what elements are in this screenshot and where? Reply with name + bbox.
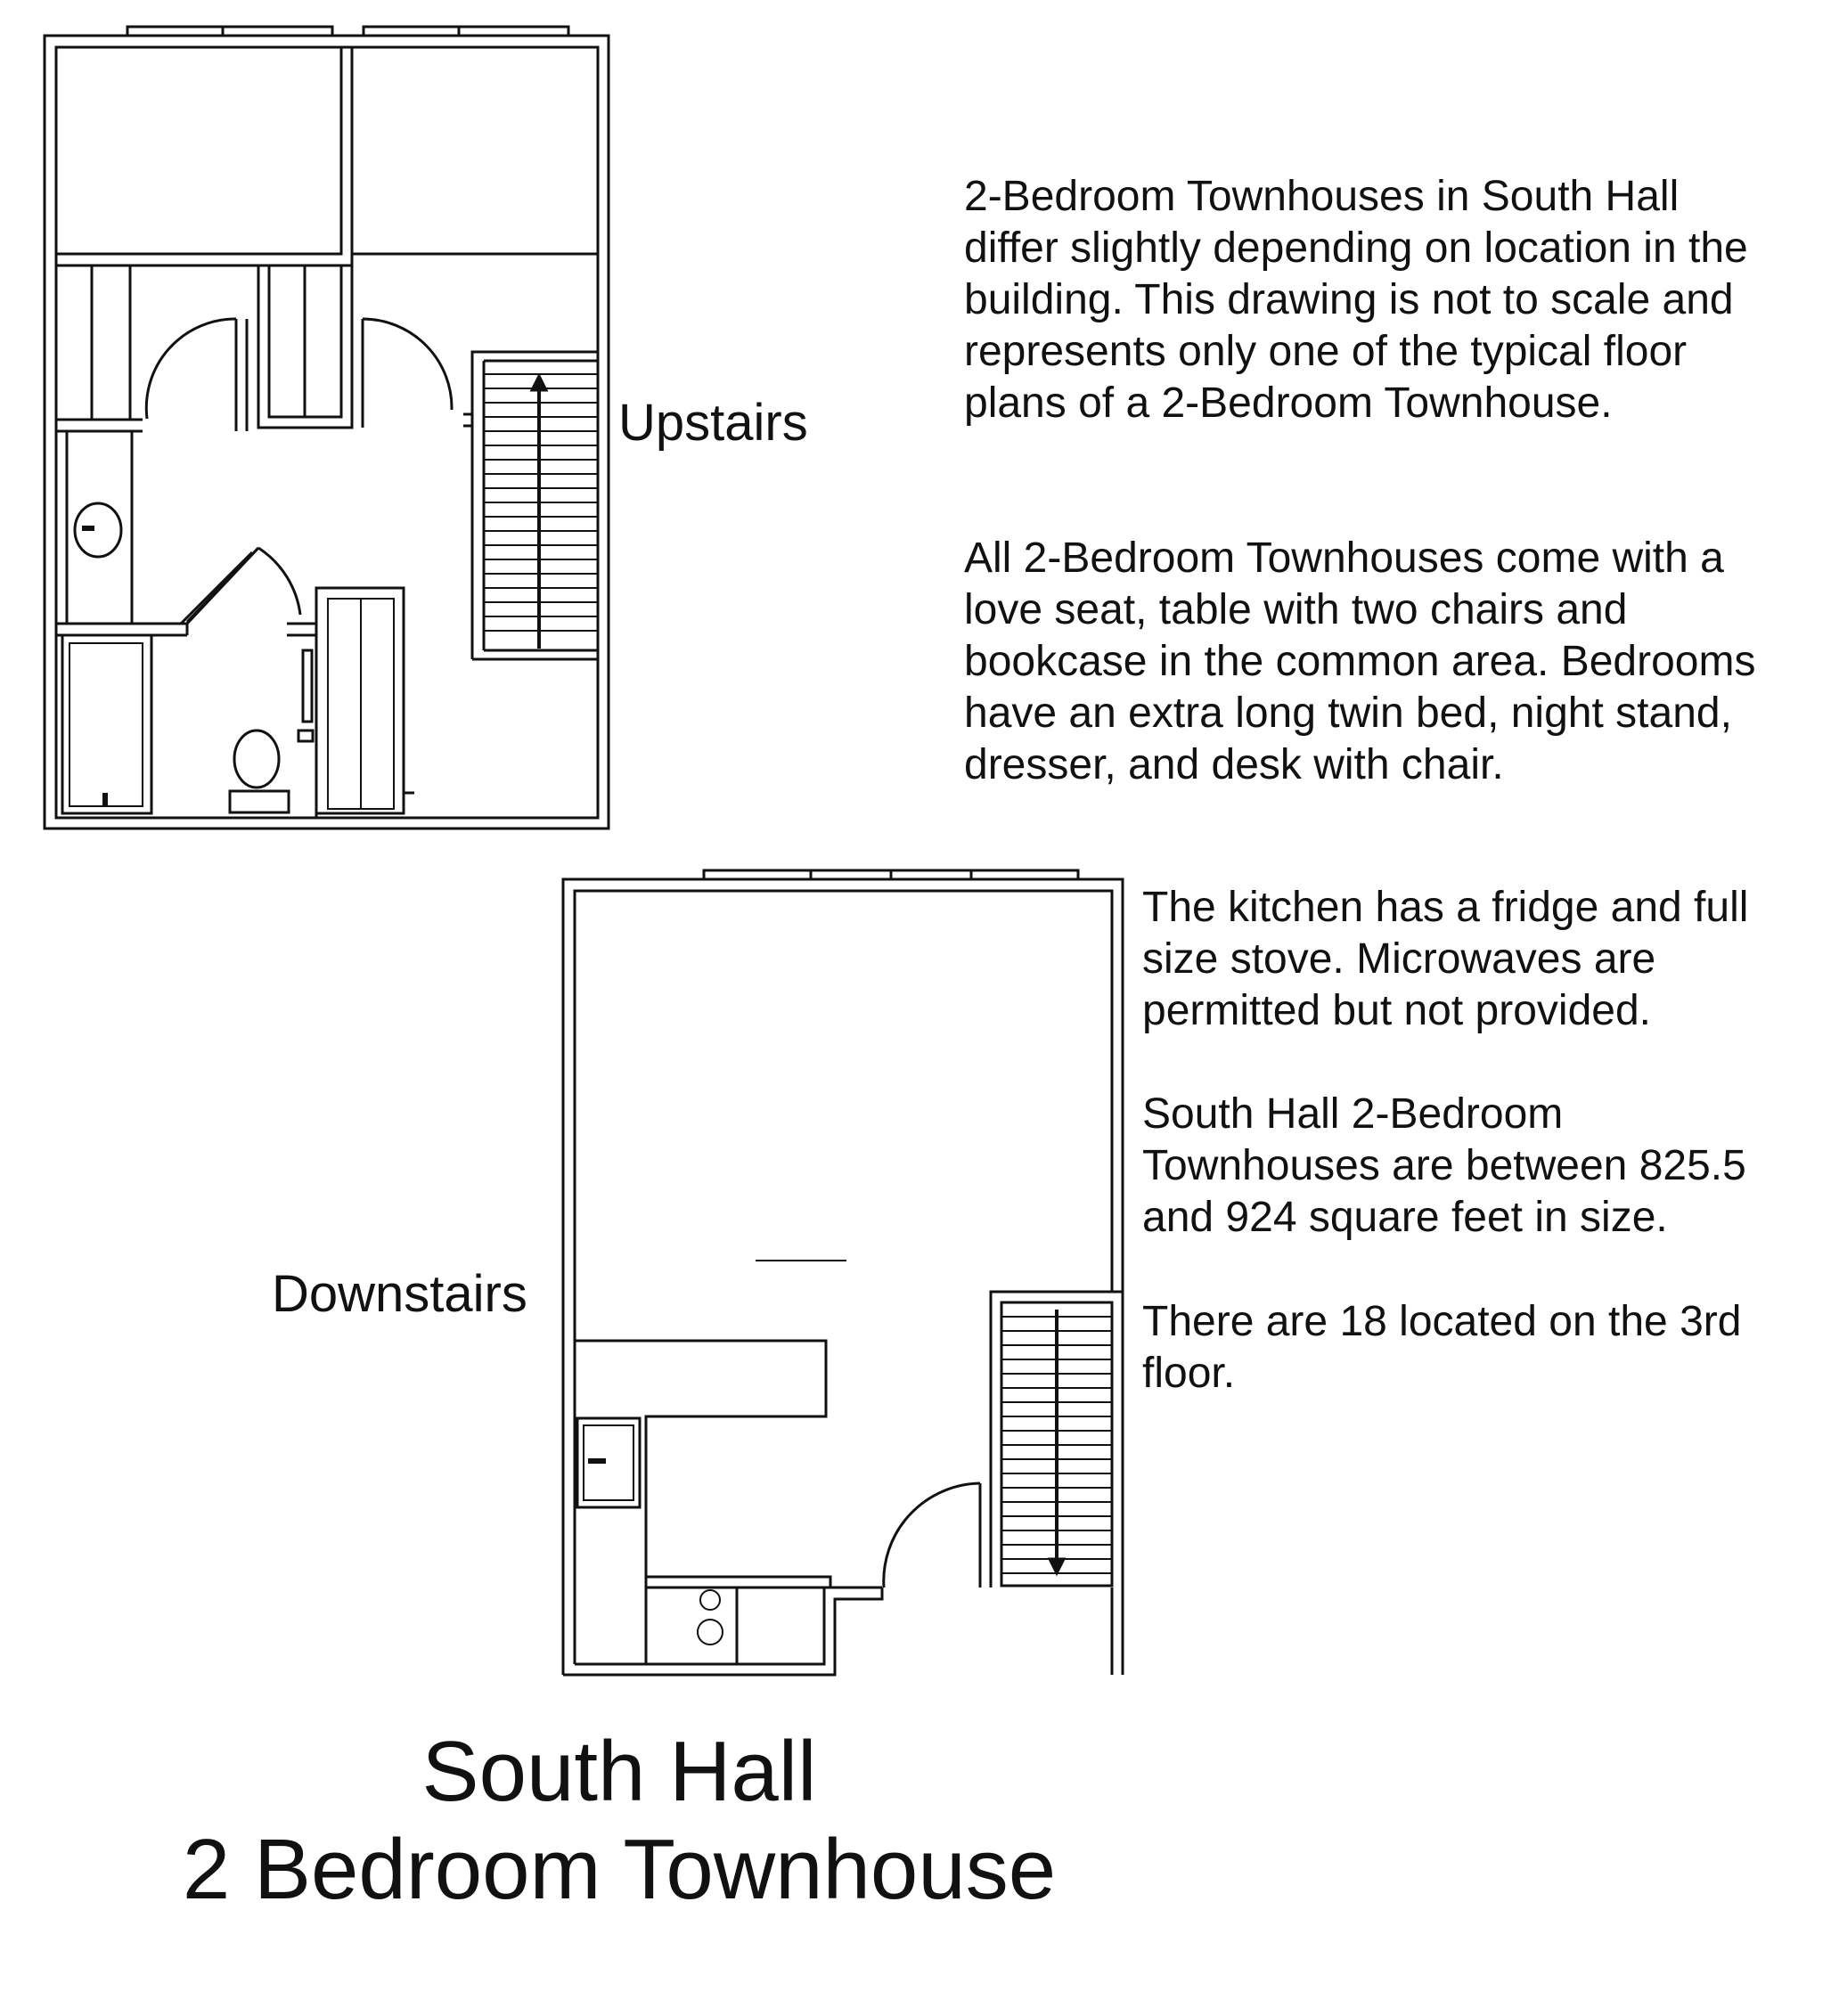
size-paragraph: South Hall 2-Bedroom Townhouses are between 825.5 and 924 square feet in size. [1142,1090,1746,1241]
description-paragraph: 2-Bedroom Townhouses in South Hall differ slightly depending on location in the building. This drawing is not to scale and represents only one of the typical floor plans of a 2-Bedroom Townhouse. [964,173,1748,427]
downstairs-plan [563,870,1123,1675]
door [187,548,258,622]
kitchen-paragraph: The kitchen has a fridge and full size stove. Microwaves are permitted but not provided. [1142,884,1749,1034]
page-title-line2: 2 Bedroom Townhouse [182,1822,1057,1917]
kitchen-sink [577,1418,640,1507]
location-paragraph: There are 18 located on the 3rd floor. [1142,1298,1742,1397]
toilet [234,730,279,788]
downstairs-label: Downstairs [272,1265,527,1323]
towel-bar [303,650,312,722]
upstairs-plan [45,27,609,828]
stove [646,1587,737,1664]
bathtub [62,635,151,813]
furnishings-paragraph: All 2-Bedroom Townhouses come with a love seat, table with two chairs and bookcase in the common area. Bedrooms have an extra long twin bed, night stand, dresser, and desk with chair. [964,535,1756,788]
sink [75,503,121,557]
upstairs-label: Upstairs [618,394,808,452]
page-title-line1: South Hall [421,1724,817,1819]
